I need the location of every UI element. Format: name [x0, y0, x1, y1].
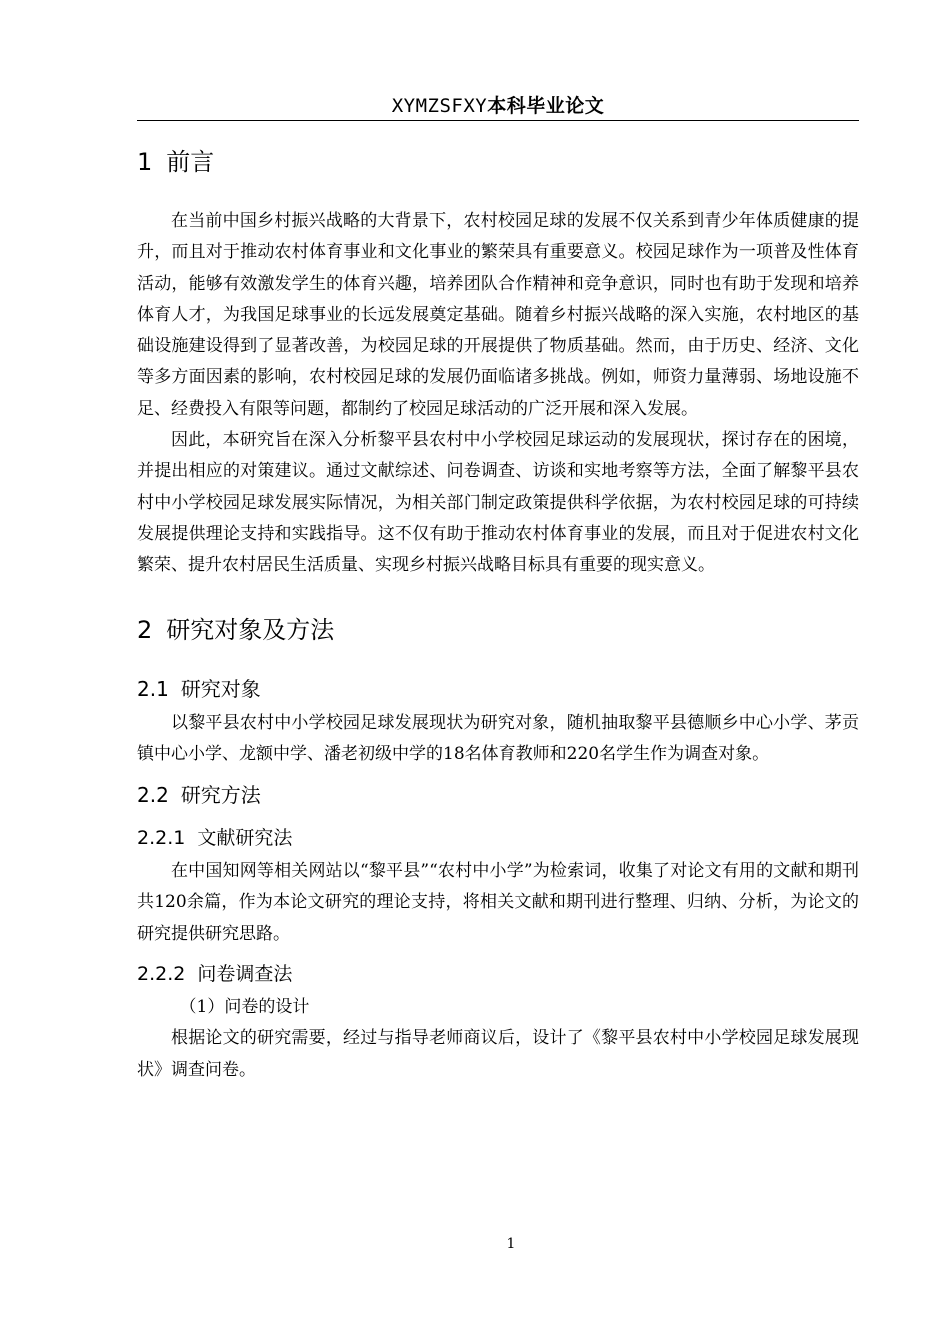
- header-code: XYMZSFXY: [391, 95, 488, 117]
- subsubsection-heading-2-2-1: [137, 820, 859, 856]
- subsection-number: 2.2: [137, 783, 169, 808]
- paragraph: 在中国知网等相关网站以“黎平县”“农村中小学”为检索词，收集了对论文有用的文献和期刊共120余篇，作为本论文研究的理论支持，将相关文献和期刊进行整理、归纳、分析，为论文的研究提供研究思路。: [137, 861, 859, 944]
- paragraph: 根据论文的研究需要，经过与指导老师商议后，设计了《黎平县农村中小学校园足球发展现状》调查问卷。: [137, 1028, 859, 1080]
- spacer: [137, 184, 859, 206]
- subsection-title: 研究方法: [180, 783, 261, 808]
- section-title: 前言: [166, 148, 215, 176]
- section-title: 研究对象及方法: [166, 615, 335, 644]
- page-number: 1: [506, 1236, 516, 1252]
- subsection-number: 2.1: [137, 676, 169, 701]
- paragraph: 在当前中国乡村振兴战略的大背景下，农村校园足球的发展不仅关系到青少年体质健康的提升，而且对于推动农村体育事业和文化事业的繁荣具有重要意义。校园足球作为一项普及性体育活动，能够有效激发学生的体育兴趣，培养团队合作精神和竞争意识，同时也有助于发现和培养体育人才，为我国足球事业的长远发展奠定基础。随着乡村振兴战略的深入实施，农村地区的基础设施建设得到了显著改善，为校园足球的开展提供了物质基础。然而，由于历史、经济、文化等多方面因素的影响，农村校园足球的发展仍面临诸多挑战。例如，师资力量薄弱、场地设施不足、经费投入有限等问题，都制约了校园足球活动的广泛开展和深入发展。: [137, 211, 859, 419]
- section-heading-1: [137, 140, 859, 184]
- subsubsection-heading-2-2-2: [137, 956, 859, 992]
- main-content: [137, 140, 859, 1086]
- running-header: [137, 93, 859, 119]
- section-number: 1: [137, 148, 153, 176]
- subsubsection-number: 2.2.2: [137, 963, 186, 986]
- subsubsection-title: 文献研究法: [197, 827, 293, 850]
- spacer: [137, 652, 859, 670]
- spacer: [137, 582, 859, 608]
- subsection-heading-2-2: [137, 776, 859, 814]
- subsubsection-title: 问卷调查法: [197, 963, 293, 986]
- section-number: 2: [137, 615, 153, 644]
- paragraph: 以黎平县农村中小学校园足球发展现状为研究对象，随机抽取黎平县德顺乡中心小学、茅贡镇中心小学、龙额中学、潘老初级中学的18名体育教师和220名学生作为调查对象。: [137, 712, 859, 764]
- header-title: 本科毕业论文: [487, 95, 605, 117]
- subsection-title: 研究对象: [180, 676, 261, 701]
- paragraph: 因此，本研究旨在深入分析黎平县农村中小学校园足球运动的发展现状，探讨存在的困境，并提出相应的对策建议。通过文献综述、问卷调查、访谈和实地考察等方法，全面了解黎平县农村中小学校园足球发展实际情况，为相关部门制定政策提供科学依据，为农村校园足球的可持续发展提供理论支持和实践指导。这不仅有助于推动农村体育事业的发展，而且对于促进农村文化繁荣、提升农村居民生活质量、实现乡村振兴战略目标具有重要的现实意义。: [137, 430, 859, 576]
- subsubsection-number: 2.2.1: [137, 827, 186, 850]
- list-item: （1）问卷的设计: [179, 997, 310, 1018]
- header-divider: [137, 120, 859, 121]
- section-heading-2: [137, 608, 859, 652]
- subsection-heading-2-1: [137, 670, 859, 708]
